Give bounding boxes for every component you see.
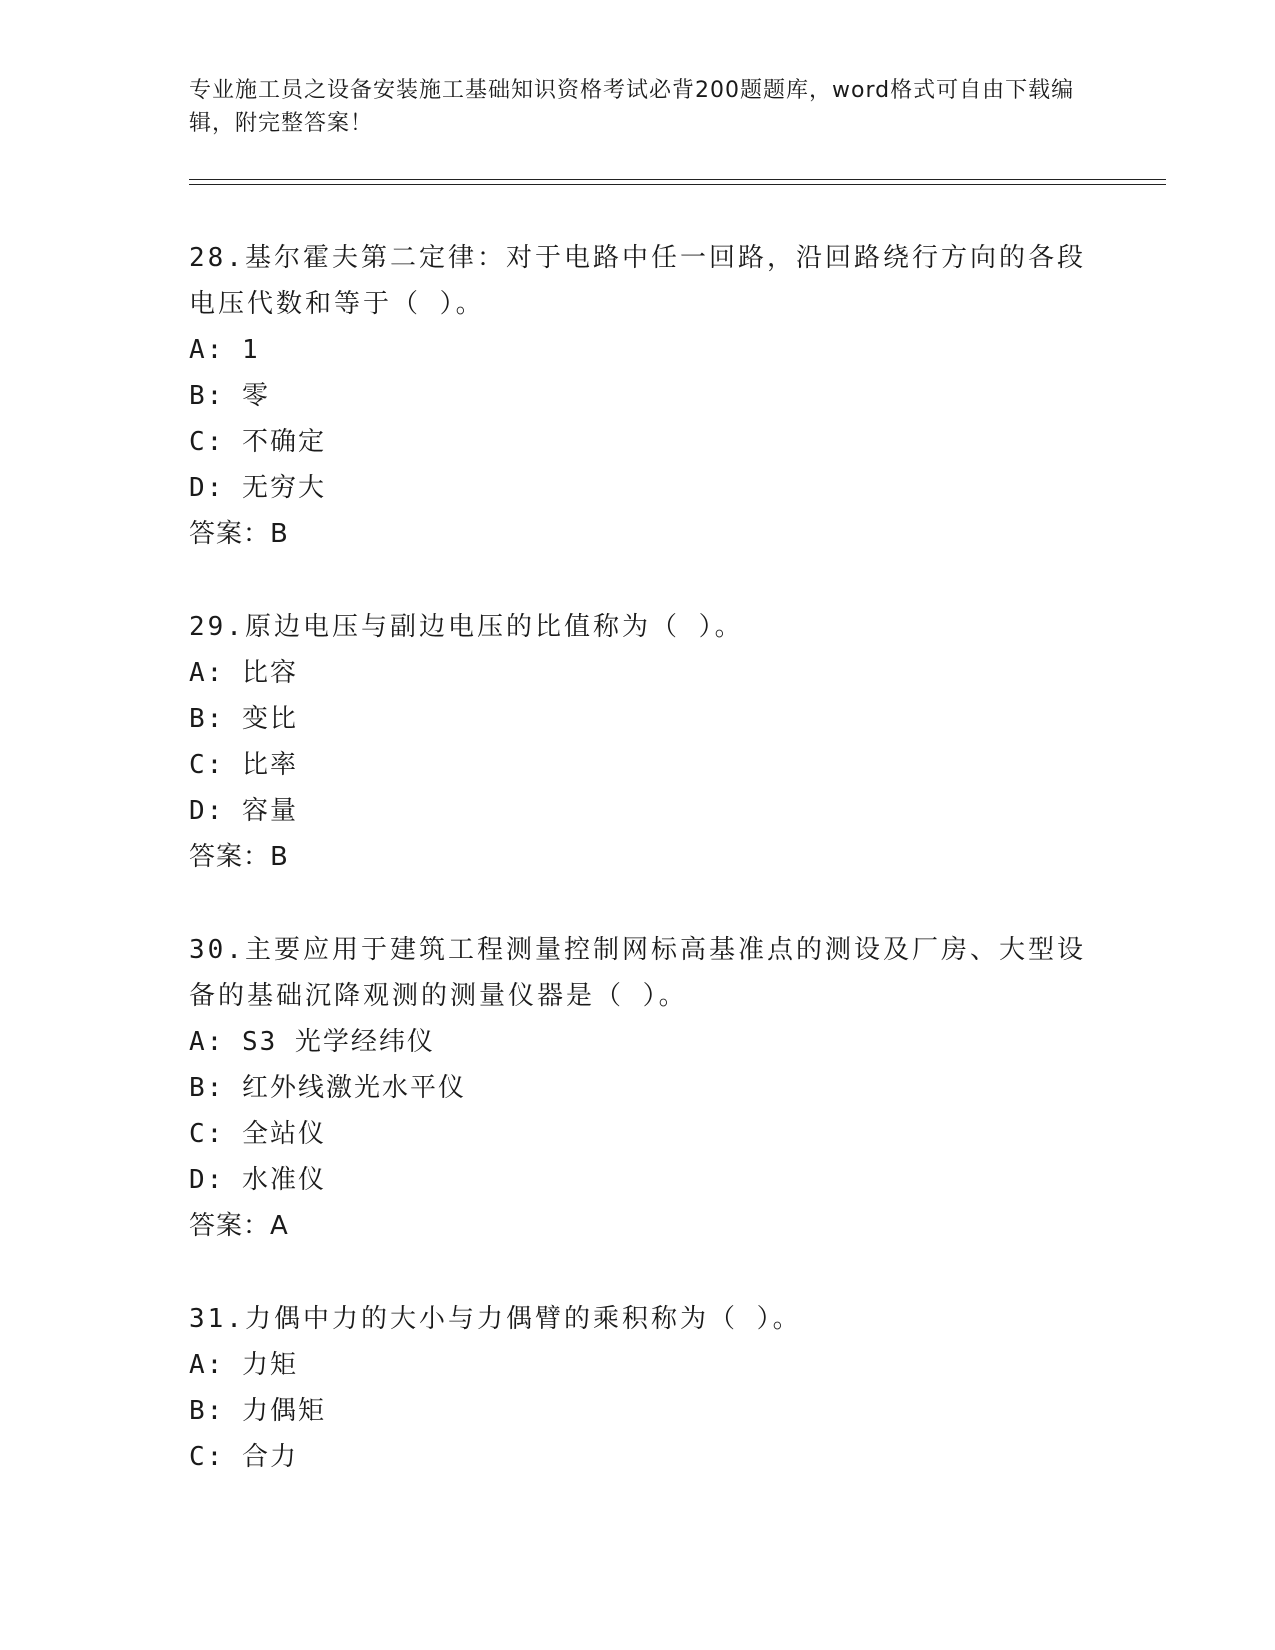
answer-line: 答案：B — [189, 842, 289, 872]
option-a: A: 1 — [189, 335, 260, 365]
option-d: D: 容量 — [189, 796, 298, 826]
question-list — [189, 235, 1089, 1527]
option-b: B: 红外线激光水平仪 — [189, 1073, 466, 1103]
question-stem: 29.原边电压与副边电压的比值称为（ ）。 — [189, 612, 744, 642]
question-stem: 31.力偶中力的大小与力偶臂的乘积称为（ ）。 — [189, 1304, 802, 1334]
question-30 — [189, 927, 1089, 1249]
option-c: C: 合力 — [189, 1442, 298, 1472]
option-c: C: 比率 — [189, 750, 298, 780]
question-stem: 28.基尔霍夫第二定律：对于电路中任一回路，沿回路绕行方向的各段电压代数和等于（ ）。 — [189, 243, 1086, 319]
option-d: D: 水准仪 — [189, 1165, 326, 1195]
option-a: A: 力矩 — [189, 1350, 298, 1380]
option-a: A: 比容 — [189, 658, 298, 688]
option-b: B: 零 — [189, 381, 270, 411]
option-a: A: S3 光学经纬仪 — [189, 1027, 435, 1057]
answer-line: 答案：B — [189, 519, 289, 549]
option-b: B: 变比 — [189, 704, 298, 734]
question-28 — [189, 235, 1089, 557]
question-31 — [189, 1296, 1089, 1480]
option-d: D: 无穷大 — [189, 473, 326, 503]
option-b: B: 力偶矩 — [189, 1396, 326, 1426]
header-divider-top — [189, 179, 1166, 180]
answer-line: 答案：A — [189, 1211, 289, 1241]
header-divider-bottom — [189, 184, 1166, 185]
question-stem: 30.主要应用于建筑工程测量控制网标高基准点的测设及厂房、大型设备的基础沉降观测的测量仪器是（ ）。 — [189, 935, 1086, 1011]
document-header: 专业施工员之设备安装施工基础知识资格考试必背200题题库，word格式可自由下载编辑，附完整答案！ — [189, 78, 1075, 136]
option-c: C: 不确定 — [189, 427, 326, 457]
question-29 — [189, 604, 1089, 880]
option-c: C: 全站仪 — [189, 1119, 326, 1149]
